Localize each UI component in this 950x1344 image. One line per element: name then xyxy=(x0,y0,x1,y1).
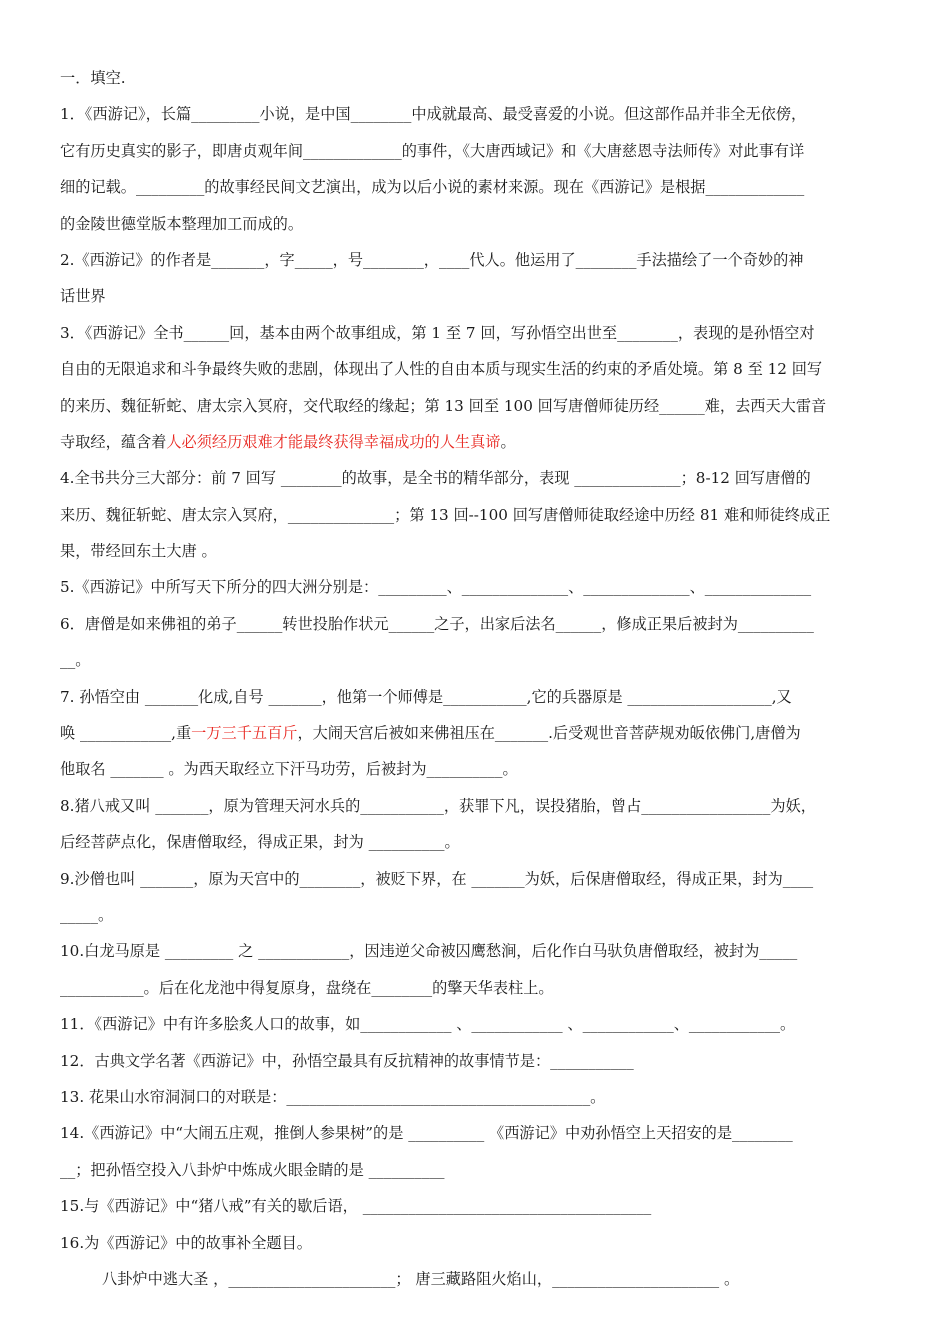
text-line xyxy=(60,1225,892,1261)
line-text: _____。 xyxy=(60,905,114,924)
text-line xyxy=(60,1152,892,1188)
line-text: 13. 花果山水帘洞洞口的对联是：________________________________________。 xyxy=(60,1087,606,1106)
line-text: 14.《西游记》中“大闹五庄观，推倒人参果树”的是 __________ 《西游记》中劝孙悟空上天招安的是________ xyxy=(60,1124,793,1143)
line-text: 后经菩萨点化，保唐僧取经，得成正果，封为 __________。 xyxy=(60,833,460,852)
question-16-text: 八卦炉中逃大圣 ，______________________； 唐三藏路阻火焰山，______________________ 。 xyxy=(102,1269,740,1288)
question-16-line xyxy=(60,1261,892,1297)
line-text: 6．唐僧是如来佛祖的弟子______转世投胎作状元______之子，出家后法名______，修成正果后被封为__________ xyxy=(60,614,814,633)
text-line xyxy=(60,679,892,715)
line-text: 。 xyxy=(500,432,516,451)
text-line xyxy=(60,351,892,387)
line-text: 2.《西游记》的作者是_______，字_____，号________，____代人。他运用了________手法描绘了一个奇妙的神 xyxy=(60,250,804,269)
text-line xyxy=(60,133,892,169)
line-text: 唤 ____________,重 xyxy=(60,724,192,743)
line-text: 9.沙僧也叫 _______，原为天宫中的________，被贬下界，在 _______为妖，后保唐僧取经，得成正果，封为____ xyxy=(60,869,814,888)
text-line xyxy=(60,751,892,787)
text-line xyxy=(60,497,892,533)
line-text: 15.与《西游记》中“猪八戒”有关的歇后语， ______________________________________ xyxy=(60,1197,652,1216)
text-line xyxy=(60,1006,892,1042)
text-line xyxy=(60,242,892,278)
text-line xyxy=(60,533,892,569)
text-line xyxy=(60,315,892,351)
highlighted-text: 一万三千五百斤 xyxy=(191,724,298,743)
text-line xyxy=(60,642,892,678)
line-text: 他取名 _______ 。为西天取经立下汗马功劳，后被封为__________。 xyxy=(60,760,518,779)
line-text: 来历、魏征斩蛇、唐太宗入冥府，______________；第 13 回--100 回写唐僧师徒取经途中历经 81 难和师徒终成正 xyxy=(60,505,831,524)
line-text: 1．《西游记》，长篇_________小说，是中国________中成就最高、最受喜爱的小说。但这部作品并非全无依傍， xyxy=(60,105,807,124)
text-line xyxy=(60,1188,892,1224)
highlighted-text: 人必须经历艰难才能最终获得幸福成功的人生真谛 xyxy=(166,432,501,451)
text-line xyxy=(60,970,892,1006)
text-line xyxy=(60,606,892,642)
line-text: 的金陵世德堂版本整理加工而成的。 xyxy=(60,214,303,233)
text-line xyxy=(60,897,892,933)
text-line xyxy=(60,1115,892,1151)
text-line xyxy=(60,169,892,205)
line-text: 7. 孙悟空由 _______化成,自号 _______，他第一个师傅是___________,它的兵器原是 ___________________,又 xyxy=(60,687,792,706)
question-lines xyxy=(60,96,892,1261)
text-line xyxy=(60,388,892,424)
text-line xyxy=(60,206,892,242)
text-line xyxy=(60,861,892,897)
text-line xyxy=(60,788,892,824)
line-text: 5.《西游记》中所写天下所分的四大洲分别是：_________、______________、______________、______________ xyxy=(60,578,812,597)
text-line xyxy=(60,933,892,969)
text-line xyxy=(60,460,892,496)
line-text: 4.全书共分三大部分：前 7 回写 ________的故事，是全书的精华部分，表现 ______________；8-12 回写唐僧的 xyxy=(60,469,811,488)
text-line xyxy=(60,1079,892,1115)
line-text: 细的记载。_________的故事经民间文艺演出，成为以后小说的素材来源。现在《西游记》是根据_____________ xyxy=(60,178,805,197)
line-text: __；把孙悟空投入八卦炉中炼成火眼金睛的是 __________ xyxy=(60,1160,445,1179)
line-text: 16.为《西游记》中的故事补全题目。 xyxy=(60,1233,312,1252)
text-line xyxy=(60,715,892,751)
line-text: 话世界 xyxy=(60,287,106,306)
line-text: 自由的无限追求和斗争最终失败的悲剧，体现出了人性的自由本质与现实生活的约束的矛盾处境。第 8 至 12 回写 xyxy=(60,360,823,379)
worksheet-page xyxy=(60,60,892,1297)
text-line xyxy=(60,424,892,460)
text-line xyxy=(60,96,892,132)
section-title: 一．填空. xyxy=(60,69,126,87)
line-text: 12．古典文学名著《西游记》中，孙悟空最具有反抗精神的故事情节是：___________ xyxy=(60,1051,634,1070)
line-text: 3．《西游记》全书______回，基本由两个故事组成，第 1 至 7 回，写孙悟空出世至________，表现的是孙悟空对 xyxy=(60,323,815,342)
line-text: 寺取经，蕴含着 xyxy=(60,432,167,451)
text-line xyxy=(60,278,892,314)
text-line xyxy=(60,569,892,605)
line-text: ，大闹天宫后被如来佛祖压在_______.后受观世音菩萨规劝皈依佛门,唐僧为 xyxy=(297,724,801,743)
text-line xyxy=(60,1043,892,1079)
line-text: 10.白龙马原是 _________ 之 ____________，因违逆父命被囚鹰愁涧，后化作白马驮负唐僧取经，被封为_____ xyxy=(60,942,798,961)
line-text: 8.猪八戒又叫 _______，原为管理天河水兵的___________，获罪下凡，误投猪胎，曾占_________________为妖， xyxy=(60,796,816,815)
line-text: 的来历、魏征斩蛇、唐太宗入冥府，交代取经的缘起；第 13 回至 100 回写唐僧师徒历经______难，去西天大雷音 xyxy=(60,396,827,415)
text-line xyxy=(60,824,892,860)
line-text: 果，带经回东土大唐 。 xyxy=(60,542,217,561)
line-text: 11．《西游记》中有许多脍炙人口的故事，如____________ 、____________ 、____________、____________。 xyxy=(60,1015,796,1034)
line-text: ___________。后在化龙池中得复原身，盘绕在________的擎天华表柱上。 xyxy=(60,978,554,997)
line-text: 它有历史真实的影子，即唐贞观年间_____________的事件，《大唐西域记》和《大唐慈恩寺法师传》对此事有详 xyxy=(60,141,805,160)
line-text: __。 xyxy=(60,651,91,670)
